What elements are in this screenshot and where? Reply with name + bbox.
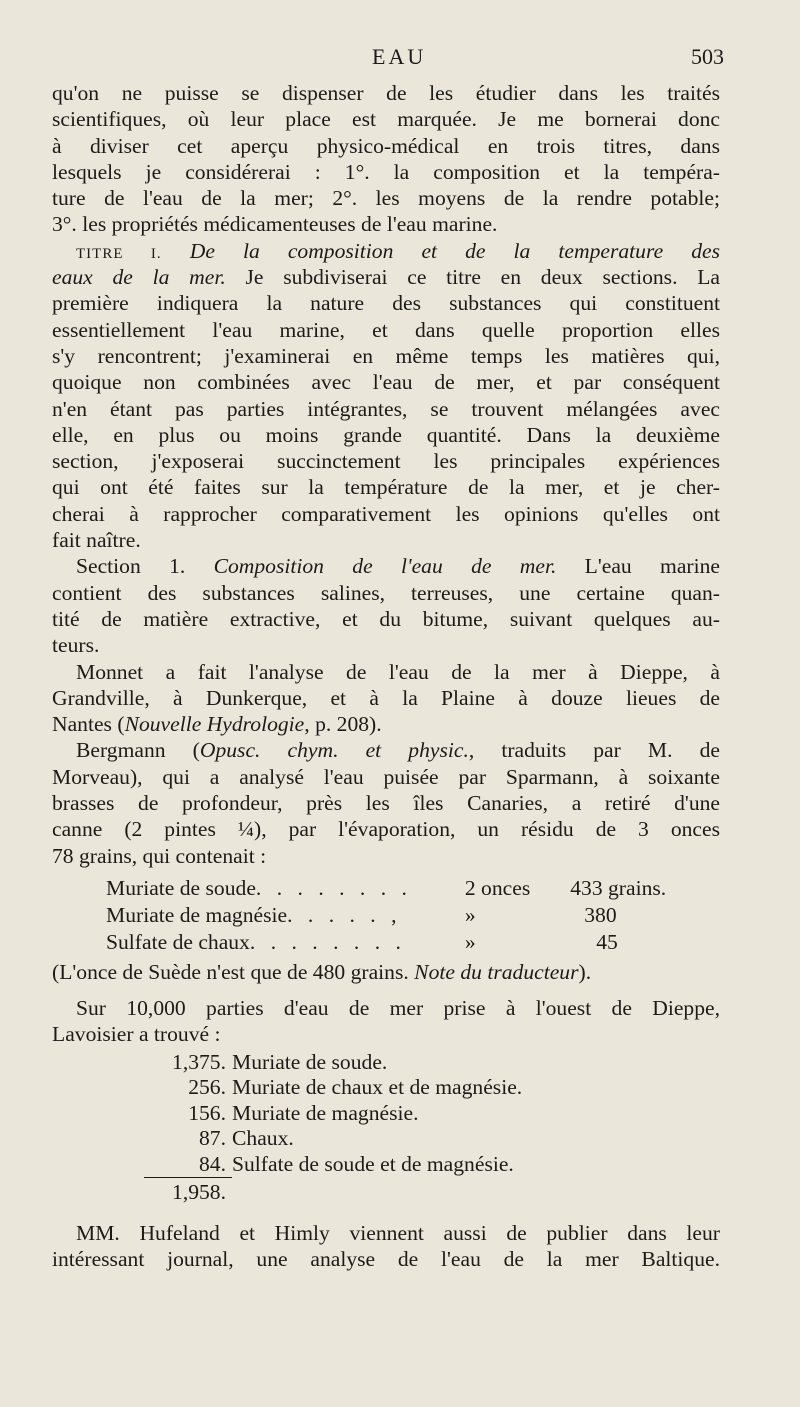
text-line: essentiellement l'eau marine, et dans quelle proportion elles: [52, 317, 720, 342]
table-row: Muriate de magnésie. . . . . , » 380: [106, 902, 617, 927]
text-line: qu'on ne puisse se dispenser de les étudier dans les traités: [52, 81, 720, 105]
text-line: contient des substances salines, terreuses, une certaine quan-: [52, 580, 720, 605]
text-line: quoique non combinées avec l'eau de mer, et par conséquent: [52, 370, 720, 395]
table-row: 87. Chaux.: [199, 1126, 294, 1151]
table-row: 156. Muriate de magnésie.: [188, 1100, 419, 1125]
text-line: Lavoisier a trouvé :: [52, 1022, 221, 1047]
text-line: Morveau), qui a analysé l'eau puisée par Sparmann, à soixante: [52, 764, 720, 789]
text-line: première indiquera la nature des substances qui constituent: [52, 291, 720, 316]
text-line: Bergmann (Opusc. chym. et physic., traduits par M. de: [76, 738, 720, 763]
text-line: Section 1. Composition de l'eau de mer. L'eau marine: [76, 554, 720, 579]
text-line: lesquels je considérerai : 1°. la composition et la tempéra-: [52, 159, 720, 184]
text-line: eaux de la mer. Je subdiviserai ce titre en deux sections. La: [52, 265, 720, 290]
text-line: n'en étant pas parties intégrantes, se trouvent mélangées avec: [52, 396, 720, 421]
translator-note: (L'once de Suède n'est que de 480 grains. Note du traducteur).: [52, 959, 592, 984]
text-line: cherai à rapprocher comparativement les opinions qu'elles ont: [52, 501, 720, 526]
table-total-row: [144, 1178, 522, 1206]
text-line: Grandville, à Dunkerque, et à la Plaine à douze lieues de: [52, 685, 720, 710]
text-line: brasses de profondeur, près les îles Canaries, a retiré d'une: [52, 791, 720, 816]
paragraph-intro: [52, 80, 720, 238]
page-body: [52, 80, 720, 869]
text-line: scientifiques, où leur place est marquée. Je me bornerai donc: [52, 107, 720, 132]
text-line: teurs.: [52, 633, 100, 658]
running-header: [52, 40, 724, 80]
paragraph-bergmann: [52, 737, 720, 868]
text-line: canne (2 pintes ¼), par l'évaporation, un résidu de 3 onces: [52, 817, 720, 842]
table-row: Sulfate de chaux. . . . . . . . » 45: [106, 929, 618, 954]
section-label: Section 1.: [76, 554, 186, 579]
page-number: 503: [691, 44, 724, 69]
text-line: [52, 238, 720, 264]
text-line: intéressant journal, une analyse de l'eau de la mer Baltique.: [52, 1246, 720, 1271]
paragraph-titre: [52, 238, 720, 554]
text-line: qui ont été faites sur la température de la mer, et je cher-: [52, 475, 720, 500]
titre-heading-cont: eaux de la mer.: [52, 265, 226, 290]
text-line: ture de l'eau de la mer; 2°. les moyens de la rendre potable;: [52, 186, 720, 211]
text-line: tité de matière extractive, et du bitume, suivant quelques au-: [52, 606, 720, 631]
titre-label: TITRE I.: [76, 245, 162, 262]
paragraph-lavoisier: [52, 995, 720, 1048]
lavoisier-table: [144, 1050, 522, 1206]
table-row: 84. Sulfate de soude et de magnésie.: [199, 1151, 514, 1176]
paragraph-section: [52, 553, 720, 658]
book-page: [52, 40, 724, 1272]
reference-title: Nouvelle Hydrologie: [124, 712, 305, 737]
table-row: 1,375. Muriate de soude.: [172, 1049, 388, 1074]
section-heading: Composition de l'eau de mer.: [213, 554, 557, 579]
paragraph-closing: [52, 1220, 720, 1273]
table-row: Muriate de soude. . . . . . . . 2 onces 433 grains.: [106, 875, 667, 900]
text-line: elle, en plus ou moins grande quantité. Dans la deuxième: [52, 422, 720, 447]
paragraph-monnet: [52, 659, 720, 738]
text-line: Sur 10,000 parties d'eau de mer prise à l'ouest de Dieppe,: [76, 995, 720, 1020]
text-line: section, j'exposerai succinctement les principales expériences: [52, 449, 720, 474]
text-line: 78 grains, qui contenait :: [52, 843, 267, 868]
reference-title: Opusc. chym. et physic.: [199, 738, 469, 763]
text-line: MM. Hufeland et Himly viennent aussi de publier dans leur: [76, 1220, 720, 1245]
text-line: 3°. les propriétés médicamenteuses de l'eau marine.: [52, 212, 498, 237]
text-line: à diviser cet aperçu physico-médical en trois titres, dans: [52, 133, 720, 158]
titre-heading: De la composition et de la temperature des: [189, 238, 720, 263]
text-line: fait naître.: [52, 528, 141, 553]
lavoisier-total: 1,958.: [144, 1178, 232, 1206]
composition-table: [106, 875, 720, 956]
text-line: Nantes (Nouvelle Hydrologie, p. 208).: [52, 712, 382, 737]
running-title: EAU: [372, 44, 427, 69]
text-line: Monnet a fait l'analyse de l'eau de la mer à Dieppe, à: [76, 659, 720, 684]
text-line: s'y rencontrent; j'examinerai en même temps les matières qui,: [52, 343, 720, 368]
table-row: 256. Muriate de chaux et de magnésie.: [188, 1075, 523, 1100]
